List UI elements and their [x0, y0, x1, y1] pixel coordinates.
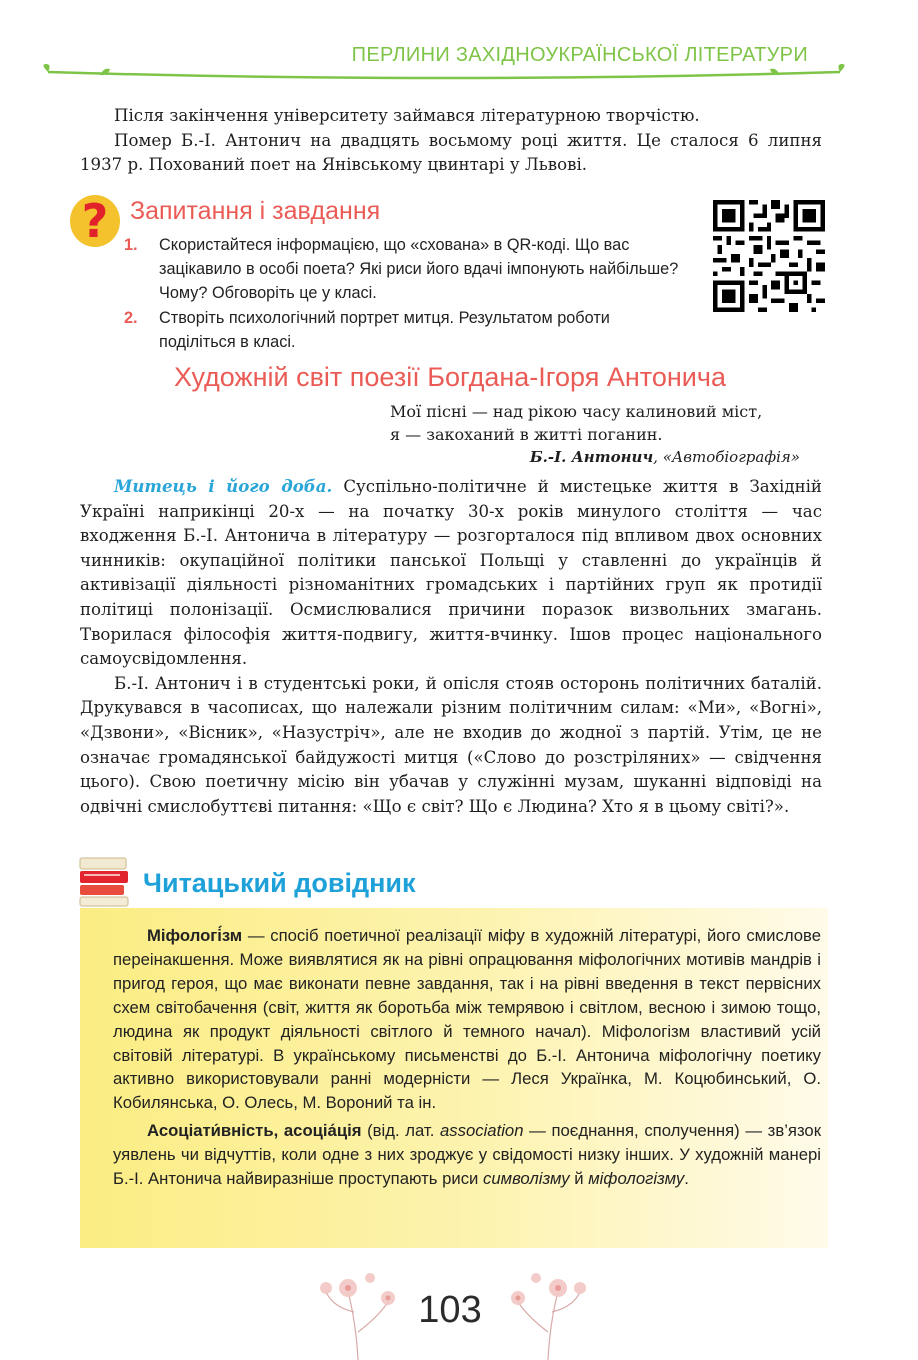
section-title: Художній світ поезії Богдана-Ігоря Антонича [174, 362, 726, 392]
main-paragraph [80, 474, 822, 672]
task-text: Скористайтеся інформацією, що «схована» в QR-коді. Що вас зацікавило в особі поета? Які риси його вдачі імпонують найбільше? Чому? Обговоріть це у класі. [159, 236, 679, 302]
lead-heading: Митець і його доба. [114, 476, 333, 496]
epigraph-source: , «Автобіографія» [653, 448, 800, 466]
intro-text [80, 104, 822, 178]
header-vine-line [40, 62, 845, 86]
tasks-title: Запитання і завдання [130, 197, 381, 225]
task-number: 2. [124, 309, 138, 328]
task-text: Створіть психологічний портрет митця. Результатом роботи поділіться в класі. [159, 309, 610, 352]
epigraph-author: Б.-І. Антонич [529, 448, 654, 466]
page-number: 103 [418, 1289, 482, 1331]
guide-term: Міфологі́зм [147, 926, 243, 945]
guide-definition [113, 924, 821, 1115]
main-text [80, 474, 822, 819]
intro-paragraph: Після закінчення університету займався літературною творчістю. [114, 106, 700, 125]
question-mark-icon: ? [70, 195, 120, 247]
guide-title: Читацький довідник [143, 868, 416, 898]
guide-definition-text: й [569, 1169, 589, 1189]
flower-ornament-icon [498, 1262, 588, 1360]
guide-definition-text: — спосіб поетичної реалізації міфу в художній літературі, його смислове переінакшення. Може виявлятися як на рівні опрацювання міфологічних мотивів мандрів і пригод героя, що має виконати певне завдання, так і на рівні введення в текст первісних схем світобачення (світ, життя як боротьба між темрявою і світлом, весною і зимою тощо, людина як продукт діяльності світлого й темного начал). Міфологізм властивий усій світовій літературі. В українському письменстві до Б.-І. Антонича міфологічну поетику активно використовували ранні модерністи — Леся Українка, М. Коцюбинський, О. Кобилянська, О. Олесь, М. Вороний та ін. [113, 926, 821, 1113]
main-paragraph: Б.-І. Антонич і в студентські роки, й опісля стояв осторонь політичних баталій. Друкувався в часописах, що належали різним політичним силам: «Ми», «Вогні», «Дзвони», «Вісник», «Назустріч», але не входив до жодної з партій. Утім, це не означає громадянської байдужості митця («Слово до розстріляних» — свідчення цього). Свою поетичну місію він убачав у служінні музам, шуканні відповіді на одвічні смислобуттєві питання: «Що є світ? Що є Людина? Хто я в цьому світі?». [80, 673, 822, 816]
latin-term: association [440, 1121, 524, 1141]
guide-definition [113, 1119, 821, 1191]
paragraph-text: Суспільно-політичне й мистецьке життя в Західній Україні наприкінці 20-х — на початку 30-х років минулого століття — час входження Б.-І. Антонича в літературу — розгорталося під впливом двох основних чинників: окупаційної політики панської Польщі у ставленні до українців й активізації діяльності різноманітних громадських і партійних груп як протидії політиці полонізації. Осмислювалися причини поразок визвольних змагань. Творилася філософія життя-подвигу, життя-вчинку. Ішов процес національного самоусвідомлення. [80, 477, 822, 669]
books-icon [78, 856, 130, 908]
epigraph-line: Мої пісні — над рікою часу калиновий міст, [390, 402, 763, 421]
guide-definition-text: (від. лат. [361, 1121, 440, 1141]
task-item [124, 234, 689, 305]
task-item [124, 307, 689, 355]
qr-code-icon[interactable] [713, 200, 825, 312]
guide-definition-text: . [684, 1169, 689, 1189]
epigraph-signature [390, 446, 800, 469]
task-number: 1. [124, 236, 138, 254]
italic-term: міфологізму [588, 1169, 685, 1189]
guide-text [113, 924, 821, 1195]
tasks-list [124, 234, 689, 357]
epigraph-line: я — закоханий в житті поганин. [390, 425, 663, 444]
guide-definition-text: — поєднання, сполучення) — зв’язок уявлень чи відчуттів, коли одне з них зроджує у свідомості низку інших. У художній манері Б.-І. Антонича найвиразніше проступають риси [113, 1121, 821, 1189]
italic-term: символізму [483, 1169, 570, 1189]
guide-term: Асоціати́вність, асоціа́ція [147, 1121, 362, 1141]
intro-paragraph: Помер Б.-І. Антонич на двадцять восьмому році життя. Це сталося 6 липня 1937 р. Похований поет на Янівському цвинтарі у Львові. [80, 130, 822, 175]
epigraph [390, 400, 800, 469]
running-header: ПЕРЛИНИ ЗАХІДНОУКРАЇНСЬКОЇ ЛІТЕРАТУРИ [351, 44, 808, 66]
